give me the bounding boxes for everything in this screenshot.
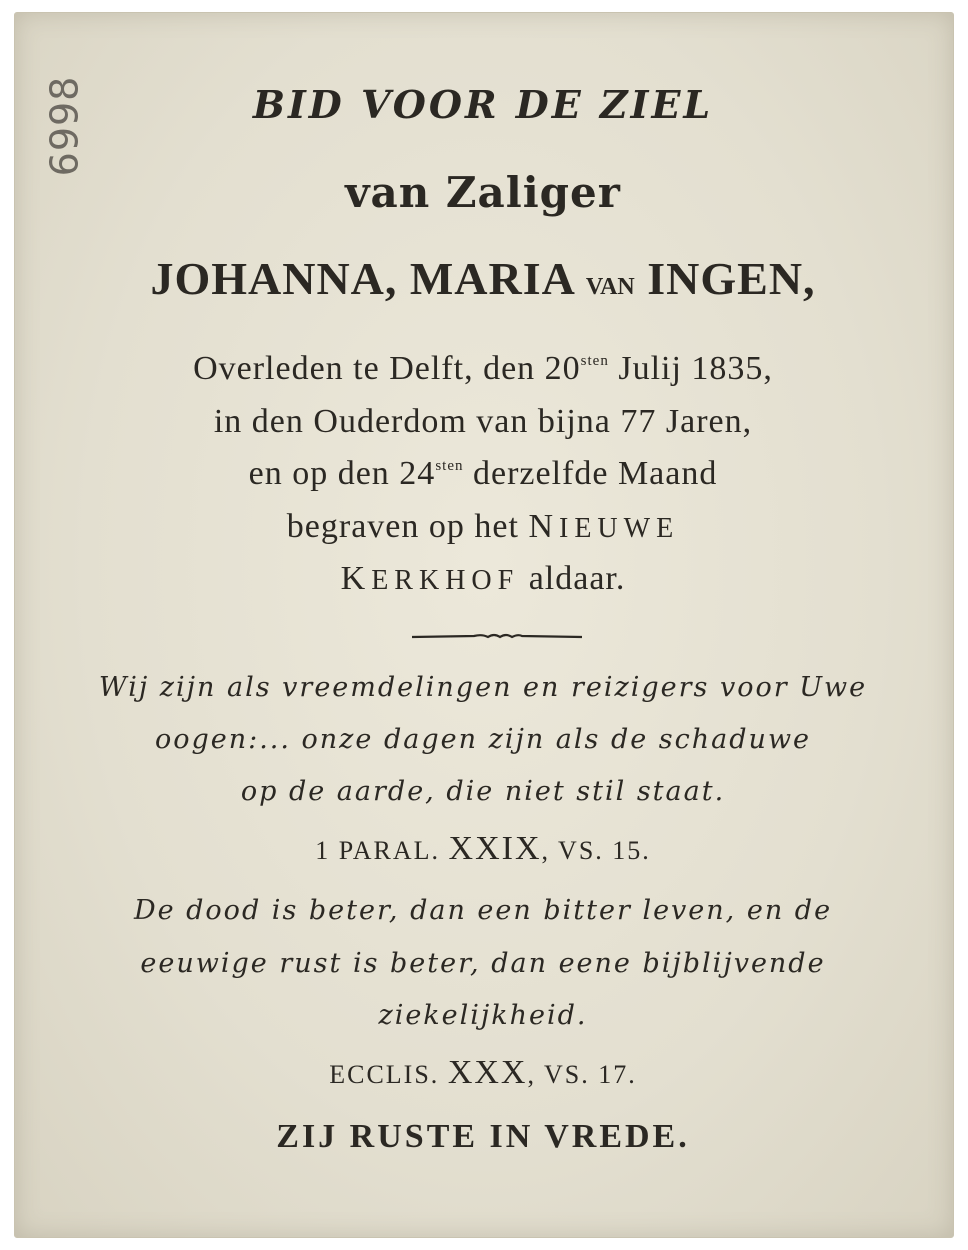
heading-line-1: BID VOOR DE ZIEL <box>252 82 714 127</box>
cemetery-line: KERKHOF aldaar. <box>340 560 626 597</box>
inventory-number: 6998 <box>42 75 87 177</box>
deceased-name <box>14 252 952 305</box>
age-line: in den Ouderdom van bijna 77 Jaren, <box>213 403 753 440</box>
name-particle: VAN <box>585 274 635 300</box>
heading-line-2: van Zaliger <box>345 168 621 217</box>
quote2-line-1: De dood is beter, dan een bitter leven, en de <box>133 895 833 926</box>
quote1-line-1: Wij zijn als vreemdelingen en reizigers voor Uwe <box>98 672 868 703</box>
burial-place-line: begraven op het NIEUWE <box>286 508 680 545</box>
name-last: INGEN, <box>647 253 816 304</box>
ornamental-divider <box>412 632 582 642</box>
closing-line: ZIJ RUSTE IN VREDE. <box>276 1118 690 1155</box>
quote2-line-3: ziekelijkheid. <box>378 1000 588 1031</box>
burial-date-line: en op den $24^{sten}$ derzelfde Maand <box>248 455 718 492</box>
quote1-line-3: op de aarde, die niet stil staat. <box>240 776 726 807</box>
name-first: JOHANNA, MARIA <box>150 253 574 304</box>
quote2-reference: ECCLIS. XXX, VS. 17. <box>329 1054 637 1091</box>
death-line: Overleden te Delft, den $20^{sten}$ Julij 1835, <box>193 350 773 387</box>
quote1-reference: 1 PARAL. XXIX, VS. 15. <box>315 830 651 867</box>
quote1-line-2: oogen:... onze dagen zijn als de schaduwe <box>154 724 812 755</box>
quote2-line-2: eeuwige rust is beter, dan eene bijblijvende <box>140 948 826 979</box>
